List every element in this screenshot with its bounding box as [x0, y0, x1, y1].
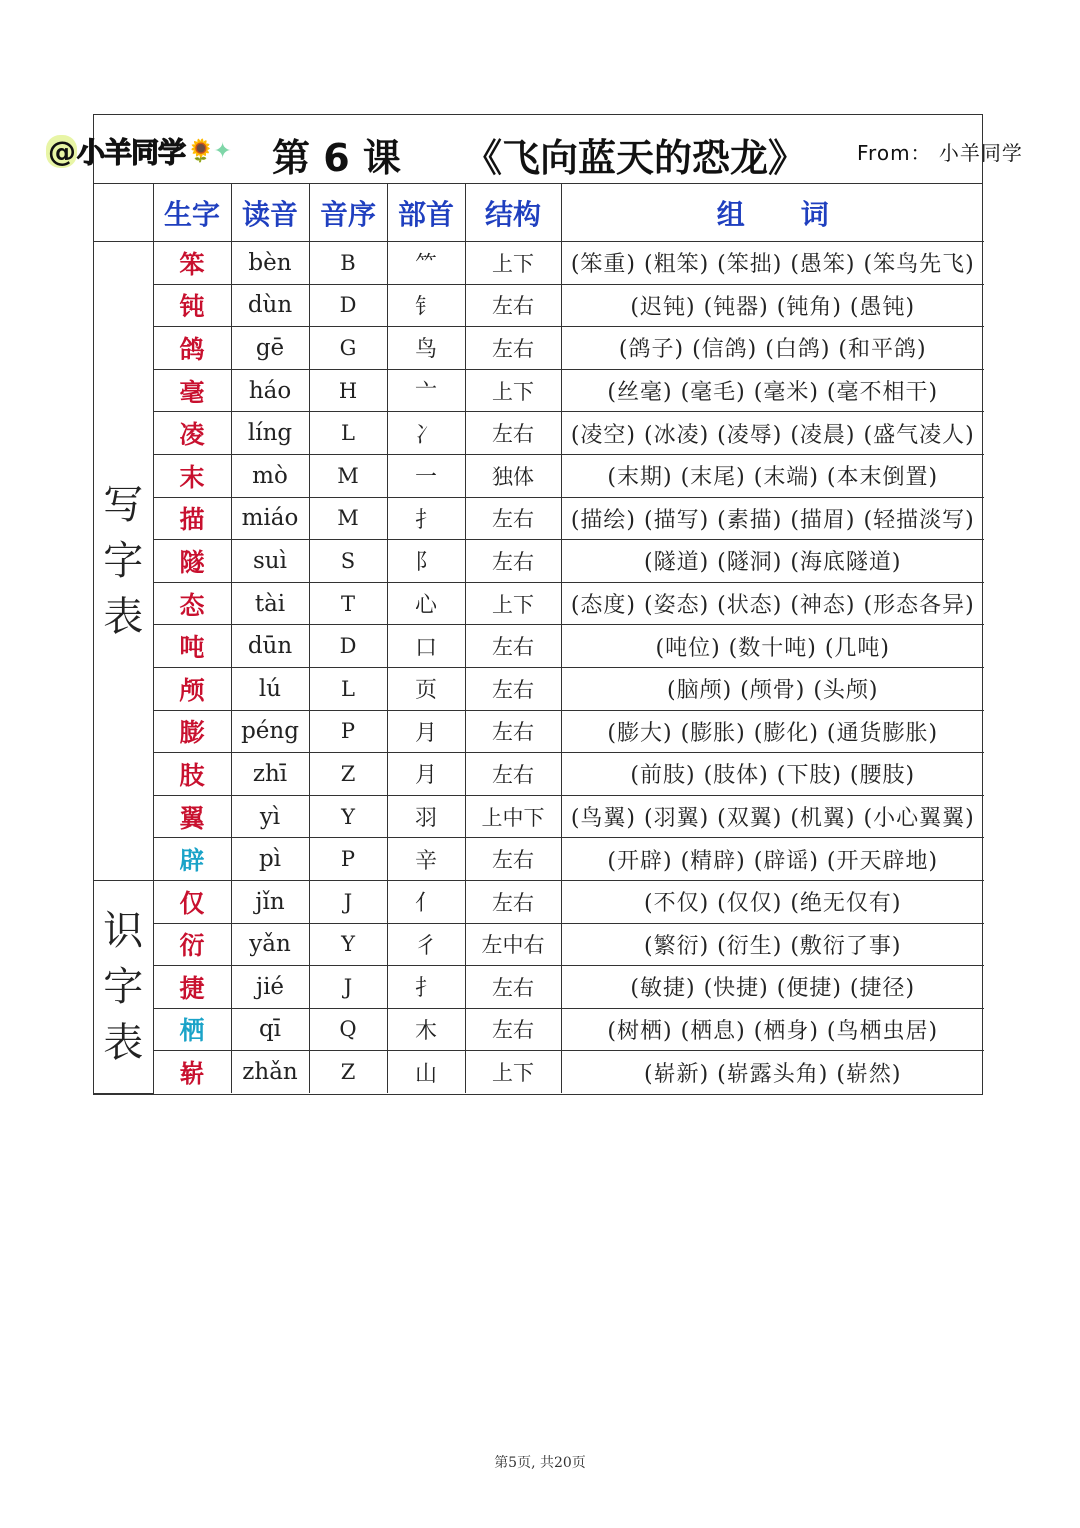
header-pinyin: 读音: [231, 184, 309, 242]
watermark: [46, 131, 233, 171]
radical-cell: ⺮: [387, 242, 465, 285]
char-cell: 仅: [153, 880, 231, 923]
char-cell: 末: [153, 454, 231, 497]
struct-cell: 左右: [465, 284, 561, 327]
words-cell: (描绘) (描写) (素描) (描眉) (轻描淡写): [561, 497, 984, 540]
table-row: [94, 412, 984, 455]
title-row: [48, 115, 1023, 184]
header-row: [94, 184, 984, 242]
char-cell: 翼: [153, 795, 231, 838]
radical-cell: 一: [387, 454, 465, 497]
words-cell: (不仅) (仅仅) (绝无仅有): [561, 880, 984, 923]
seq-cell: T: [309, 582, 387, 625]
section-char: 表: [103, 1019, 144, 1066]
struct-cell: 上下: [465, 582, 561, 625]
words-cell: (繁衍) (衍生) (敷衍了事): [561, 923, 984, 966]
words-cell: (迟钝) (钝器) (钝角) (愚钝): [561, 284, 984, 327]
seq-cell: Y: [309, 923, 387, 966]
struct-cell: 左右: [465, 540, 561, 583]
radical-cell: 钅: [387, 284, 465, 327]
sunflower-icon: 🌻: [187, 138, 214, 164]
words-cell: (树栖) (栖息) (栖身) (鸟栖虫居): [561, 1008, 984, 1051]
table-row: [94, 1051, 984, 1094]
radical-cell: 彳: [387, 923, 465, 966]
radical-cell: 羽: [387, 795, 465, 838]
pinyin-cell: miáo: [231, 497, 309, 540]
seq-cell: B: [309, 242, 387, 285]
pinyin-cell: qī: [231, 1008, 309, 1051]
words-cell: (脑颅) (颅骨) (头颅): [561, 667, 984, 710]
radical-cell: 亻: [387, 880, 465, 923]
pinyin-cell: yì: [231, 795, 309, 838]
table-row: [94, 923, 984, 966]
vocab-sheet: [48, 114, 1023, 1095]
pinyin-cell: lú: [231, 667, 309, 710]
section-recognize: [94, 880, 153, 1093]
section-char: 表: [103, 593, 144, 640]
pinyin-cell: zhǎn: [231, 1051, 309, 1094]
words-cell: (笨重) (粗笨) (笨拙) (愚笨) (笨鸟先飞): [561, 242, 984, 285]
char-cell: 颅: [153, 667, 231, 710]
table-row: [94, 497, 984, 540]
pinyin-cell: suì: [231, 540, 309, 583]
words-cell: (崭新) (崭露头角) (崭然): [561, 1051, 984, 1094]
seq-cell: J: [309, 966, 387, 1009]
char-cell: 毫: [153, 369, 231, 412]
seq-cell: J: [309, 880, 387, 923]
table-row: [94, 795, 984, 838]
section-write: [94, 242, 153, 881]
struct-cell: 上中下: [465, 795, 561, 838]
seq-cell: D: [309, 284, 387, 327]
words-cell: (态度) (姿态) (状态) (神态) (形态各异): [561, 582, 984, 625]
seq-cell: L: [309, 667, 387, 710]
from-label: From： 小羊同学: [857, 141, 1023, 165]
struct-cell: 左右: [465, 966, 561, 1009]
seq-cell: S: [309, 540, 387, 583]
seq-cell: P: [309, 838, 387, 881]
header-struct: 结构: [465, 184, 561, 242]
struct-cell: 左中右: [465, 923, 561, 966]
words-cell: (隧道) (隧洞) (海底隧道): [561, 540, 984, 583]
radical-cell: 月: [387, 710, 465, 753]
struct-cell: 左右: [465, 880, 561, 923]
table-row: [94, 710, 984, 753]
struct-cell: 独体: [465, 454, 561, 497]
section-char: 写: [103, 481, 144, 528]
char-cell: 态: [153, 582, 231, 625]
seq-cell: M: [309, 454, 387, 497]
radical-cell: 月: [387, 753, 465, 796]
char-cell: 笨: [153, 242, 231, 285]
pinyin-cell: líng: [231, 412, 309, 455]
words-cell: (凌空) (冰凌) (凌辱) (凌晨) (盛气凌人): [561, 412, 984, 455]
table-row: [94, 966, 984, 1009]
struct-cell: 上下: [465, 1051, 561, 1094]
words-cell: (敏捷) (快捷) (便捷) (捷径): [561, 966, 984, 1009]
table-row: [94, 1008, 984, 1051]
char-cell: 辟: [153, 838, 231, 881]
char-cell: 鸽: [153, 327, 231, 370]
pinyin-cell: péng: [231, 710, 309, 753]
seq-cell: L: [309, 412, 387, 455]
table-row: [94, 625, 984, 668]
seq-cell: M: [309, 497, 387, 540]
char-cell: 捷: [153, 966, 231, 1009]
lesson-title: 《飞向蓝天的恐龙》: [464, 136, 807, 180]
sparkle-icon: ✦: [213, 138, 231, 164]
words-cell: (前肢) (肢体) (下肢) (腰肢): [561, 753, 984, 796]
struct-cell: 左右: [465, 327, 561, 370]
page-footer: 第5页, 共20页: [494, 1455, 586, 1471]
radical-cell: 扌: [387, 497, 465, 540]
header-blank: [94, 184, 153, 242]
section-char: 识: [103, 907, 144, 954]
radical-cell: 扌: [387, 966, 465, 1009]
struct-cell: 左右: [465, 753, 561, 796]
radical-cell: 口: [387, 625, 465, 668]
table-row: [94, 753, 984, 796]
struct-cell: 左右: [465, 710, 561, 753]
char-cell: 隧: [153, 540, 231, 583]
seq-cell: P: [309, 710, 387, 753]
char-cell: 肢: [153, 753, 231, 796]
seq-cell: Z: [309, 753, 387, 796]
radical-cell: 冫: [387, 412, 465, 455]
header-char: 生字: [153, 184, 231, 242]
radical-cell: 鸟: [387, 327, 465, 370]
seq-cell: Q: [309, 1008, 387, 1051]
pinyin-cell: jǐn: [231, 880, 309, 923]
radical-cell: 辛: [387, 838, 465, 881]
struct-cell: 上下: [465, 242, 561, 285]
words-cell: (膨大) (膨胀) (膨化) (通货膨胀): [561, 710, 984, 753]
table-row: [94, 327, 984, 370]
header-seq: 音序: [309, 184, 387, 242]
struct-cell: 左右: [465, 412, 561, 455]
table-row: [94, 284, 984, 327]
table-row: [94, 838, 984, 881]
pinyin-cell: yǎn: [231, 923, 309, 966]
table-row: [94, 454, 984, 497]
pinyin-cell: pì: [231, 838, 309, 881]
words-cell: (末期) (末尾) (末端) (本末倒置): [561, 454, 984, 497]
char-cell: 吨: [153, 625, 231, 668]
pinyin-cell: jié: [231, 966, 309, 1009]
radical-cell: 木: [387, 1008, 465, 1051]
seq-cell: Y: [309, 795, 387, 838]
watermark-name: 小羊同学: [77, 136, 186, 169]
pinyin-cell: tài: [231, 582, 309, 625]
struct-cell: 左右: [465, 1008, 561, 1051]
radical-cell: 阝: [387, 540, 465, 583]
words-cell: (吨位) (数十吨) (几吨): [561, 625, 984, 668]
char-cell: 栖: [153, 1008, 231, 1051]
seq-cell: G: [309, 327, 387, 370]
words-cell: (鸽子) (信鸽) (白鸽) (和平鸽): [561, 327, 984, 370]
struct-cell: 左右: [465, 667, 561, 710]
pinyin-cell: zhī: [231, 753, 309, 796]
table-row: [94, 667, 984, 710]
seq-cell: Z: [309, 1051, 387, 1094]
vocab-table: [94, 184, 984, 1094]
table-row: [94, 582, 984, 625]
char-cell: 衍: [153, 923, 231, 966]
struct-cell: 左右: [465, 625, 561, 668]
radical-cell: 亠: [387, 369, 465, 412]
struct-cell: 上下: [465, 369, 561, 412]
pinyin-cell: háo: [231, 369, 309, 412]
radical-cell: 页: [387, 667, 465, 710]
pinyin-cell: mò: [231, 454, 309, 497]
words-cell: (丝毫) (毫毛) (毫米) (毫不相干): [561, 369, 984, 412]
table-row: [94, 880, 984, 923]
char-cell: 凌: [153, 412, 231, 455]
seq-cell: H: [309, 369, 387, 412]
lesson-number: 第 6 课: [272, 136, 401, 180]
radical-cell: 山: [387, 1051, 465, 1094]
struct-cell: 左右: [465, 497, 561, 540]
pinyin-cell: dùn: [231, 284, 309, 327]
header-words: 组 词: [561, 184, 984, 242]
section-char: 字: [103, 537, 144, 584]
pinyin-cell: dūn: [231, 625, 309, 668]
watermark-at: @: [48, 134, 75, 168]
words-cell: (开辟) (精辟) (辟谣) (开天辟地): [561, 838, 984, 881]
table-row: [94, 242, 984, 285]
radical-cell: 心: [387, 582, 465, 625]
char-cell: 描: [153, 497, 231, 540]
header-radical: 部首: [387, 184, 465, 242]
struct-cell: 左右: [465, 838, 561, 881]
table-row: [94, 540, 984, 583]
pinyin-cell: gē: [231, 327, 309, 370]
seq-cell: D: [309, 625, 387, 668]
char-cell: 崭: [153, 1051, 231, 1094]
char-cell: 膨: [153, 710, 231, 753]
pinyin-cell: bèn: [231, 242, 309, 285]
section-char: 字: [103, 963, 144, 1010]
words-cell: (鸟翼) (羽翼) (双翼) (机翼) (小心翼翼): [561, 795, 984, 838]
table-row: [94, 369, 984, 412]
char-cell: 钝: [153, 284, 231, 327]
